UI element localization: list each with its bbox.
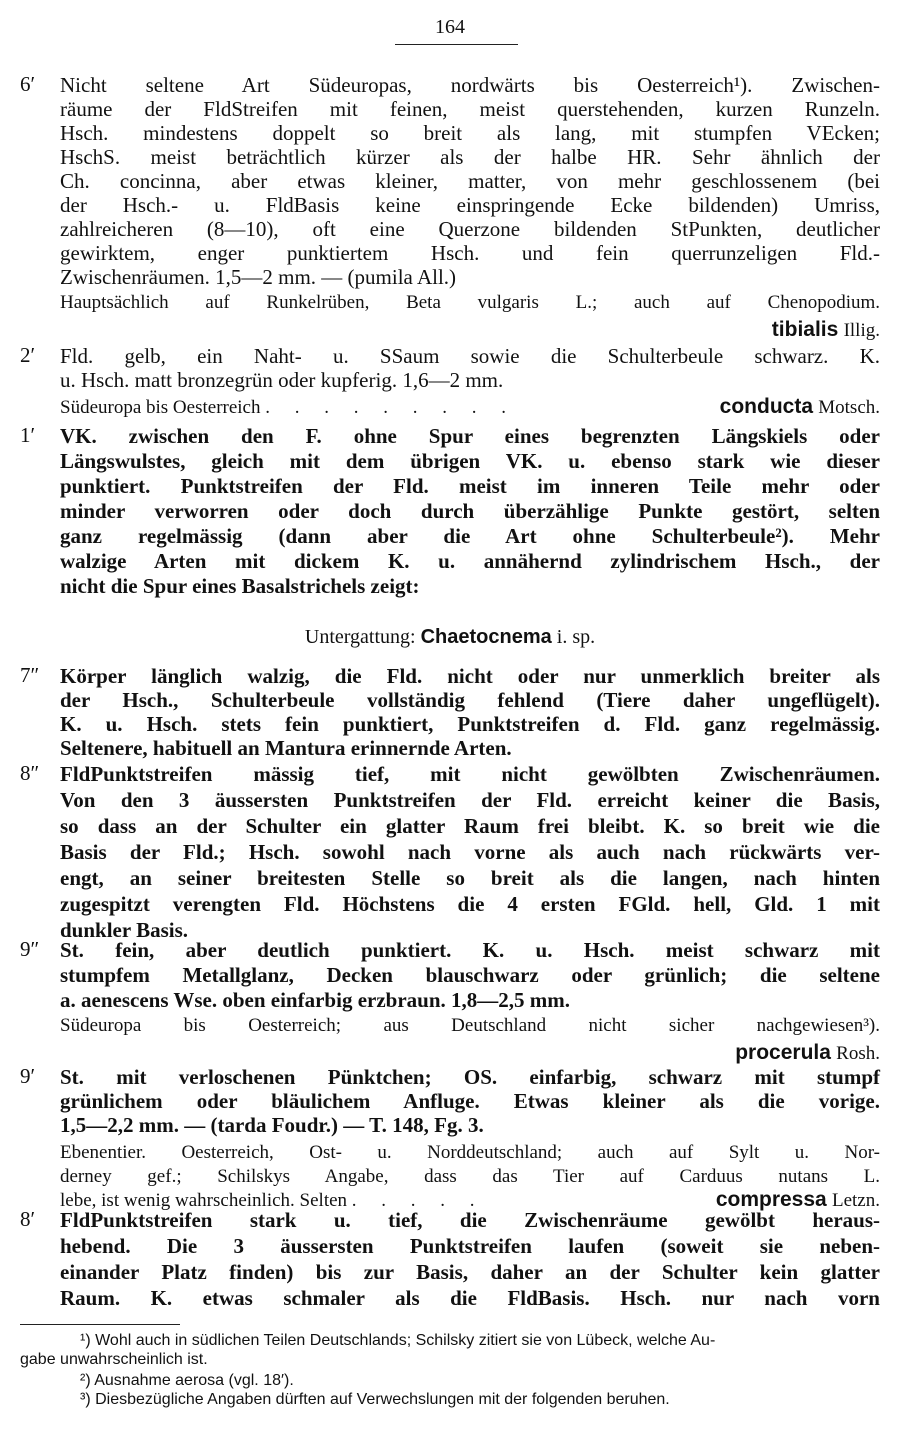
text-line: Von den 3 äussersten Punktstreifen der Fld. erreicht keiner die Basis,: [60, 788, 880, 812]
entry-code: 9′: [20, 1064, 36, 1088]
footnote-line: ³) Diesbezügliche Angaben dürften auf Verwechslungen mit der folgenden beruhen.: [80, 1391, 670, 1408]
text-line: nicht die Spur eines Basalstrichels zeigt:: [60, 574, 420, 598]
text-line: St. fein, aber deutlich punktiert. K. u. Hsch. meist schwarz mit: [60, 938, 880, 962]
habitat-line: derney gef.; Schilskys Angabe, dass das Tier auf Carduus nutans L.: [60, 1166, 880, 1187]
text-line: hebend. Die 3 äussersten Punktstreifen laufen (soweit sie neben-: [60, 1234, 880, 1258]
habitat-text: Südeuropa bis Oesterreich: [60, 397, 261, 418]
text-line: punktiert. Punktstreifen der Fld. meist im inneren Teile mehr oder: [60, 474, 880, 498]
text-line: 1,5—2,2 mm. — (tarda Foudr.) — T. 148, Fg. 3.: [60, 1113, 484, 1137]
text-line: Basis der Fld.; Hsch. sowohl nach vorne als auch nach rückwärts ver-: [60, 840, 880, 864]
text-line: Raum. K. etwas schmaler als die FldBasis. Hsch. nur nach vorn: [60, 1286, 880, 1310]
text-line: so dass an der Schulter ein glatter Raum frei bleibt. K. so breit wie die: [60, 814, 880, 838]
text-line: Nicht seltene Art Südeuropas, nordwärts bis Oesterreich¹). Zwischen-: [60, 73, 880, 97]
subgenus-name: Chaetocnema: [420, 626, 552, 648]
text-line: Seltenere, habituell an Mantura erinnernde Arten.: [60, 736, 512, 760]
footnote-line: ¹) Wohl auch in südlichen Teilen Deutschlands; Schilsky zitiert sie von Lübeck, welche Au-: [80, 1332, 716, 1349]
text-line: zahlreicheren (8—10), oft eine Querzone bildenden StPunkten, deutlicher: [60, 217, 880, 241]
footnote-2: [20, 1371, 880, 1390]
species-author: Illig.: [843, 320, 880, 341]
text-line: VK. zwischen den F. ohne Spur eines begrenzten Längskiels oder: [60, 424, 880, 448]
species-name: tibialis: [771, 318, 839, 341]
entry-code: 9″: [20, 937, 40, 961]
entry-code: 1′: [20, 423, 36, 447]
habitat-line: Südeuropa bis Oesterreich; aus Deutschland nicht sicher nachgewiesen³).: [60, 1015, 880, 1036]
footnote-rule: [20, 1324, 180, 1325]
page-number: 164: [435, 16, 465, 38]
header-rule: [395, 44, 518, 45]
text-line: Zwischenräumen. 1,5—2 mm. — (pumila All.): [60, 265, 457, 289]
text-line: räume der FldStreifen mit feinen, meist querstehenden, kurzen Runzeln.: [60, 97, 880, 121]
text-line: dunkler Basis.: [60, 918, 188, 942]
species-author: Rosh.: [836, 1043, 880, 1064]
text-line: HschS. meist beträchtlich kürzer als der halbe HR. Sehr ähnlich der: [60, 145, 880, 169]
text-line: minder verworren oder doch durch überzählige Punkte gestört, selten: [60, 499, 880, 523]
text-line: Fld. gelb, ein Naht- u. SSaum sowie die Schulterbeule schwarz. K.: [60, 344, 880, 368]
footnote-line: ²) Ausnahme aerosa (vgl. 18′).: [80, 1372, 294, 1389]
entry-code: 8″: [20, 761, 40, 785]
text-line: ganz regelmässig (dann aber die Art ohne Schulterbeule²). Mehr: [60, 524, 880, 548]
habitat-text: lebe, ist wenig wahrscheinlich. Selten: [60, 1190, 348, 1211]
entry-code: 2′: [20, 343, 36, 367]
leader-dots: . . . . .: [351, 1190, 485, 1211]
footnote-3: [20, 1390, 880, 1409]
subgenus-heading: [0, 626, 900, 649]
text-line: stumpfem Metallglanz, Decken blauschwarz oder grünlich; die seltene: [60, 963, 880, 987]
footnote-line: gabe unwahrscheinlich ist.: [20, 1351, 208, 1368]
text-line: walzige Arten mit dickem K. u. annähernd zylindrischem Hsch., der: [60, 549, 880, 573]
subgenus-suffix: i. sp.: [556, 626, 596, 648]
text-line: K. u. Hsch. stets fein punktiert, Punktstreifen d. Fld. ganz regelmässig.: [60, 712, 880, 736]
text-line: Körper länglich walzig, die Fld. nicht oder nur unmerklich breiter als: [60, 664, 880, 688]
text-line: zugespitzt verengten Fld. Höchstens die 4 ersten FGld. hell, Gld. 1 mit: [60, 892, 880, 916]
species-name: procerula: [735, 1041, 831, 1064]
species-line: [60, 1039, 880, 1067]
habitat-line: Ebenentier. Oesterreich, Ost- u. Norddeutschland; auch auf Sylt u. Nor-: [60, 1142, 880, 1163]
species-name: conducta: [719, 395, 813, 418]
text-line: gewirktem, enger punktiertem Hsch. und fein querrunzeligen Fld.-: [60, 241, 880, 265]
text-line: FldPunktstreifen mässig tief, mit nicht gewölbten Zwischenräumen.: [60, 762, 880, 786]
entry-code: 8′: [20, 1207, 36, 1231]
text-line: der Hsch., Schulterbeule vollständig fehlend (Tiere daher ungeflügelt).: [60, 688, 880, 712]
text-line: grünlichem oder bläulichem Anfluge. Etwas kleiner als die vorige.: [60, 1089, 880, 1113]
text-line: der Hsch.- u. FldBasis keine einspringende Ecke bildenden) Umriss,: [60, 193, 880, 217]
leader-dots: . . . . . . . . .: [265, 397, 516, 418]
text-line: Ch. concinna, aber etwas kleiner, matter, von mehr geschlossenem (bei: [60, 169, 880, 193]
entry-code: 7″: [20, 663, 40, 687]
subgenus-prefix: Untergattung:: [304, 626, 416, 648]
text-line: FldPunktstreifen stark u. tief, die Zwischenräume gewölbt heraus-: [60, 1208, 880, 1232]
habitat-line: Hauptsächlich auf Runkelrüben, Beta vulgaris L.; auch auf Chenopodium.: [60, 292, 880, 313]
entry-code: 6′: [20, 72, 36, 96]
footnote-1: [20, 1331, 880, 1369]
species-line: [60, 316, 880, 344]
text-line: Hsch. mindestens doppelt so breit als lang, mit stumpfen VEcken;: [60, 121, 880, 145]
text-line: a. aenescens Wse. oben einfarbig erzbraun. 1,8—2,5 mm.: [60, 988, 570, 1012]
text-line: Längswulstes, gleich mit dem übrigen VK. u. ebenso stark wie dieser: [60, 449, 880, 473]
species-line: [60, 393, 880, 421]
text-line: engt, an seiner breitesten Stelle so breit als die langen, nach hinten: [60, 866, 880, 890]
species-name: compressa: [715, 1188, 827, 1211]
text-line: einander Platz finden) bis zur Basis, daher an der Schulter kein glatter: [60, 1260, 880, 1284]
species-author: Motsch.: [818, 397, 880, 418]
species-author: Letzn.: [831, 1190, 880, 1211]
text-line: St. mit verloschenen Pünktchen; OS. einfarbig, schwarz mit stumpf: [60, 1065, 880, 1089]
text-line: u. Hsch. matt bronzegrün oder kupferig. 1,6—2 mm.: [60, 368, 504, 392]
